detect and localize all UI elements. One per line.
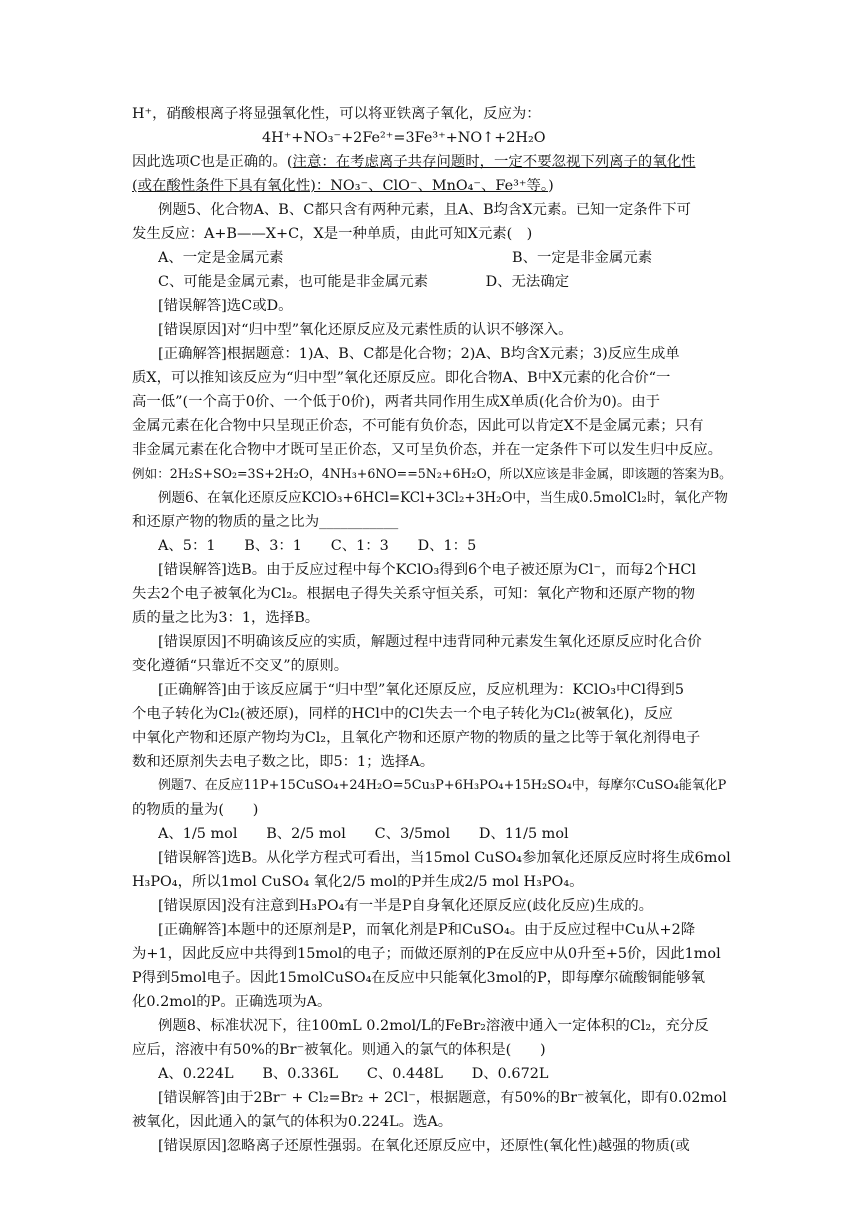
wrong-answer: [错误解答]选B。由于反应过程中每个KClO₃得到6个电子被还原为Cl⁻，而每2个HCl <box>158 562 696 578</box>
text-segment: 因此选项C也是正确的。( <box>132 154 293 170</box>
options-line: C、可能是金属元素，也可能是非金属元素 D、无法确定 <box>158 274 570 290</box>
text-line: 的物质的量为( ) <box>132 802 259 818</box>
underlined-note: 注意：在考虑离子共存问题时，一定不要忽视下列离子的氧化性 <box>292 154 696 170</box>
underlined-note: (或在酸性条件下具有氧化性)：NO₃⁻、ClO⁻、MnO₄⁻、Fe³⁺等。 <box>132 178 549 194</box>
text-line: 数和还原剂失去电子数之比，即5：1；选择A。 <box>132 754 435 770</box>
option-a: A、一定是金属元素 <box>158 250 284 266</box>
wrong-answer: [错误解答]选B。从化学方程式可看出，当15mol CuSO₄参加氧化还原反应时将生成6mol <box>158 850 731 866</box>
text-line: 失去2个电子被氧化为Cl₂。根据电子得失关系守恒关系，可知：氧化产物和还原产物的物 <box>132 586 695 602</box>
example-6-heading: 例题6、在氧化还原反应KClO₃+6HCl=KCl+3Cl₂+3H₂O中，当生成0.5molCl₂时，氧化产物 <box>158 490 728 506</box>
text-line: 质的量之比为3：1，选择B。 <box>132 610 320 626</box>
text-line: 和还原产物的物质的量之比为___________ <box>132 514 399 530</box>
correct-answer: [正确解答]由于该反应属于“归中型”氧化还原反应，反应机理为：KClO₃中Cl得到5 <box>158 682 684 698</box>
text-line: 被氧化，因此通入的氯气的体积为0.224L。选A。 <box>132 1114 453 1130</box>
example-7-heading: 例题7、在反应11P+15CuSO₄+24H₂O=5Cu₃P+6H₃PO₄+15H₂SO₄中，每摩尔CuSO₄能氧化P <box>158 778 727 793</box>
wrong-answer: [错误解答]选C或D。 <box>158 298 293 314</box>
wrong-reason: [错误原因]没有注意到H₃PO₄有一半是P自身氧化还原反应(歧化反应)生成的。 <box>158 898 654 914</box>
example-5-heading: 例题5、化合物A、B、C都只含有两种元素，且A、B均含X元素。已知一定条件下可 <box>158 202 691 218</box>
correct-answer: [正确解答]根据题意：1)A、B、C都是化合物；2)A、B均含X元素；3)反应生成单 <box>158 346 680 362</box>
text-line: 非金属元素在化合物中才既可呈正价态，又可呈负价态，并在一定条件下可以发生归中反应。 <box>132 442 723 458</box>
text-line <box>132 150 737 174</box>
wrong-reason: [错误原因]忽略离子还原性强弱。在氧化还原反应中，还原性(氧化性)越强的物质(或 <box>158 1138 690 1154</box>
options-line: A、5：1 B、3：1 C、1：3 D、1：5 <box>158 538 477 554</box>
wrong-reason: [错误原因]不明确该反应的实质，解题过程中违背同种元素发生氧化还原反应时化合价 <box>158 634 702 650</box>
text-line: 高一低”(一个高于0价、一个低于0价)，两者共同作用生成X单质(化合价为0)。由于 <box>132 394 661 410</box>
wrong-reason: [错误原因]对“归中型”氧化还原反应及元素性质的认识不够深入。 <box>158 322 573 338</box>
text-line: H⁺，硝酸根离子将显强氧化性，可以将亚铁离子氧化，反应为： <box>132 106 541 122</box>
wrong-answer: [错误解答]由于2Br⁻ + Cl₂=Br₂ + 2Cl⁻，根据题意，有50%的Br⁻被氧化，即有0.02mol <box>158 1090 727 1106</box>
text-line: P得到5mol电子。因此15molCuSO₄在反应中只能氧化3mol的P，即每摩尔硫酸铜能够氧 <box>132 970 705 986</box>
text-line: 应后，溶液中有50%的Br⁻被氧化。则通入的氯气的体积是( ) <box>132 1042 546 1058</box>
option-b: B、一定是非金属元素 <box>512 250 653 266</box>
text-segment: ) <box>548 178 554 194</box>
text-line: 变化遵循“只靠近不交叉”的原则。 <box>132 658 349 674</box>
text-line: 例如：2H₂S+SO₂=3S+2H₂O，4NH₃+6NO==5N₂+6H₂O，所以X应该是非金属，即该题的答案为B。 <box>132 466 732 481</box>
options-line: A、0.224L B、0.336L C、0.448L D、0.672L <box>158 1066 549 1082</box>
options-line: A、1/5 mol B、2/5 mol C、3/5mol D、11/5 mol <box>158 826 569 842</box>
text-line <box>132 174 737 198</box>
text-line: 质X，可以推知该反应为“归中型”氧化还原反应。即化合物A、B中X元素的化合价“一 <box>132 370 671 386</box>
correct-answer: [正确解答]本题中的还原剂是P，而氧化剂是P和CuSO₄。由于反应过程中Cu从+2降 <box>158 922 696 938</box>
text-line: 金属元素在化合物中只呈现正价态，不可能有负价态，因此可以肯定X不是金属元素；只有 <box>132 418 704 434</box>
text-line: 中氧化产物和还原产物均为Cl₂，且氧化产物和还原产物的物质的量之比等于氧化剂得电子 <box>132 730 701 746</box>
text-line: 为+1，因此反应中共得到15mol的电子；而做还原剂的P在反应中从0升至+5价，因此1mol <box>132 946 721 962</box>
example-8-heading: 例题8、标准状况下，往100mL 0.2mol/L的FeBr₂溶液中通入一定体积的Cl₂，充分反 <box>158 1018 709 1034</box>
text-line: H₃PO₄，所以1mol CuSO₄ 氧化2/5 mol的P并生成2/5 mol H₃PO₄。 <box>132 874 584 890</box>
text-line: 发生反应：A+B——X+C，X是一种单质，由此可知X元素( ) <box>132 226 533 242</box>
text-line: 个电子转化为Cl₂(被还原)，同样的HCl中的Cl失去一个电子转化为Cl₂(被氧化)，反应 <box>132 706 673 722</box>
equation-line: 4H⁺+NO₃⁻+2Fe²⁺=3Fe³⁺+NO↑+2H₂O <box>262 130 546 146</box>
text-line: 化0.2mol的P。正确选项为A。 <box>132 994 332 1010</box>
